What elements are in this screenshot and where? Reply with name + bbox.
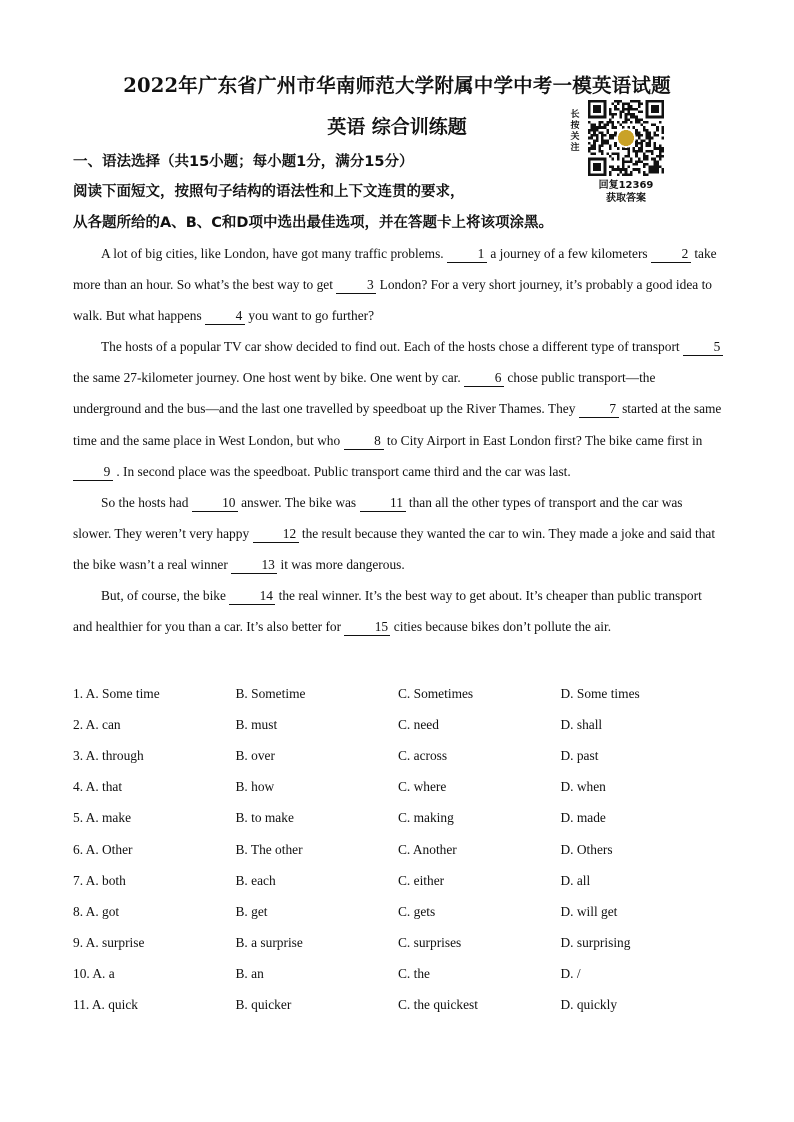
passage-paragraph [73,331,723,486]
option-row [73,896,733,927]
option-choice: D. / [560,966,581,982]
option-choice: C. making [398,810,454,826]
option-row [73,678,733,709]
option-choice: 8. A. got [73,903,120,919]
passage-text: A lot of big cities, like London, have got many traffic problems. [101,246,447,261]
option-row [73,990,733,1021]
option-choice: C. the [398,966,430,982]
blank-5: 5 [683,339,723,356]
option-choice: D. quickly [560,997,618,1013]
passage-text: take more than an hour. So what’s the best way to get [73,246,717,293]
page-subtitle: 英语 综合训练题 [327,116,467,138]
option-choice: B. The other [235,841,303,857]
option-choice: D. Others [560,841,613,857]
option-choice: C. Another [398,841,457,857]
blank-2: 2 [651,246,691,263]
blank-9: 9 [73,464,113,481]
option-row [73,803,733,834]
blank-7: 7 [579,401,619,418]
passage-text: answer. The bike was [237,494,360,510]
option-choice: D. made [560,810,606,826]
answer-options [73,678,733,1021]
passage-paragraph [73,580,723,642]
option-choice: 11. A. quick [73,997,138,1013]
option-row [73,834,733,865]
passage-text: So the hosts had [101,494,192,510]
passage-text: the result because they wanted the car to win. They made a joke and said that the bike wasn’t a real winner [73,525,716,572]
option-choice: C. where [398,779,447,795]
passage-text: it was more dangerous. [277,556,405,572]
option-choice: B. a surprise [235,935,303,951]
passage-paragraph [73,487,723,580]
passage-paragraph [73,238,723,331]
option-row [73,740,733,771]
option-choice: 7. A. both [73,872,126,888]
option-choice: 5. A. make [73,810,132,826]
blank-12: 12 [253,526,299,543]
option-choice: D. shall [560,716,603,732]
section-heading: 一、语法选择（共15小题；每小题1分，满分15分） [73,154,414,170]
passage-text: the same 27-kilometer journey. One host went by bike. One went by car. [73,370,465,386]
qr-side-text: 长按关注 [570,110,580,153]
option-choice: D. will get [560,903,618,919]
option-choice: B. Sometime [235,685,306,701]
passage-text: But, of course, the bike [101,588,230,604]
option-row [73,865,733,896]
option-choice: C. across [398,747,448,763]
option-choice: 1. A. Some time [73,685,160,701]
option-choice: B. an [235,966,264,982]
option-choice: D. Some times [560,685,640,701]
passage-text: a journey of a few kilometers [486,246,651,261]
blank-4: 4 [205,308,245,325]
option-choice: 6. A. Other [73,841,133,857]
passage-text: . In second place was the speedboat. Public transport came third and the car was last. [113,463,571,479]
blank-1: 1 [447,246,487,263]
option-row [73,709,733,740]
instruction-line-1: 阅读下面短文，按照句子结构的语法性和上下文连贯的要求， [73,184,465,200]
passage-text: London? For a very short journey, it’s probably a good idea to walk. But what happens [73,277,712,324]
option-choice: B. each [235,872,276,888]
option-choice: C. surprises [398,935,462,951]
option-row [73,959,733,990]
option-choice: D. surprising [560,935,631,951]
option-choice: B. how [235,779,275,795]
option-choice: C. Sometimes [398,685,474,701]
option-choice: C. gets [398,903,436,919]
instruction-line-2: 从各题所给的A、B、C和D项中选出最佳选项，并在答题卡上将该项涂黑。 [73,215,553,231]
option-choice: D. past [560,747,599,763]
passage-text: started at the same time and the same place in West London, but who [73,401,722,448]
passage-text: than all the other types of transport and the car was slower. They weren’t very happy [73,494,683,541]
passage-text: you want to go further? [245,308,375,324]
option-choice: D. all [560,872,591,888]
passage-text: The hosts of a popular TV car show decided to find out. Each of the hosts chose a different type of transport [101,339,683,355]
blank-13: 13 [231,557,277,574]
qr-caption-line2: 获取答案 [606,193,646,204]
option-choice: C. either [398,872,445,888]
qr-code-block [566,100,676,208]
option-choice: B. get [235,903,268,919]
page-title: 2022年广东省广州市华南师范大学附属中学中考一模英语试题 [123,74,671,97]
option-choice: D. when [560,779,606,795]
passage-text: the real winner. It’s the best way to get about. It’s cheaper than public transport and healthier for you than a car. It’s also better for [73,588,702,635]
option-choice: C. the quickest [398,997,478,1013]
blank-14: 14 [229,588,275,605]
blank-8: 8 [344,433,384,450]
blank-15: 15 [344,619,390,636]
option-choice: B. to make [235,810,294,826]
option-choice: B. over [235,747,275,763]
blank-3: 3 [336,277,376,294]
option-choice: B. must [235,716,278,732]
option-choice: 10. A. a [73,966,115,982]
option-row [73,928,733,959]
option-choice: 4. A. that [73,779,123,795]
option-row [73,772,733,803]
option-choice: B. quicker [235,997,292,1013]
passage-text: chose public transport—the underground and the bus—and the last one travelled by speedboat up the River Thames. They [73,370,656,417]
option-choice: C. need [398,716,439,732]
blank-6: 6 [464,370,504,387]
qr-code-icon [584,100,668,176]
blank-10: 10 [192,495,238,512]
option-choice: 9. A. surprise [73,935,145,951]
reading-passage [73,238,723,642]
option-choice: 2. A. can [73,716,121,732]
passage-text: cities because bikes don’t pollute the air. [390,619,612,635]
option-choice: 3. A. through [73,747,144,763]
passage-text: to City Airport in East London first? The bike came first in [383,432,703,448]
blank-11: 11 [360,495,406,512]
qr-caption-line1: 回复12369 [598,180,654,191]
qr-caption [588,179,664,205]
